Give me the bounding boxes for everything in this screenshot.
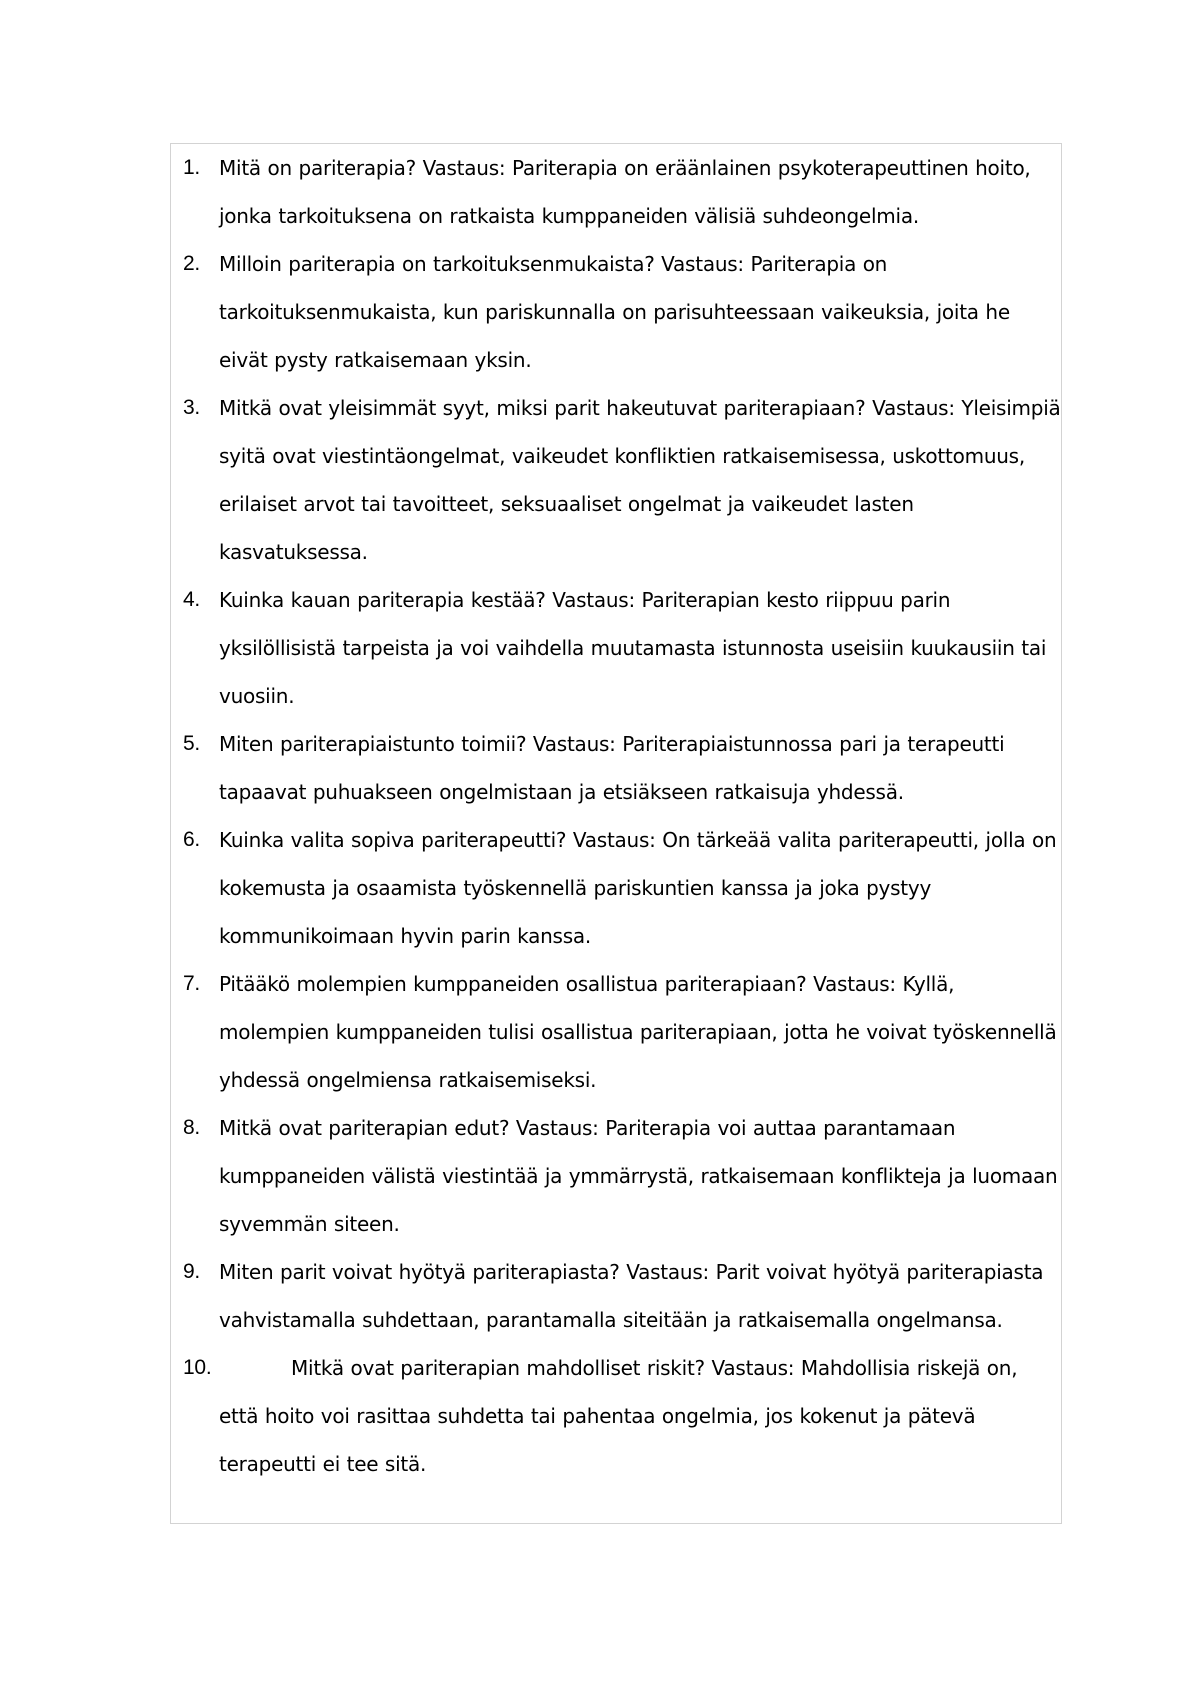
item-number: 3. (183, 396, 201, 419)
list-item (171, 384, 1061, 576)
item-number: 4. (183, 588, 201, 611)
text-frame (170, 143, 1062, 1524)
item-text: Kuinka kauan pariterapia kestää? Vastaus: Pariterapian kesto riippuu parin yksilöllisistä tarpeista ja voi vaihdella muutamasta istunnosta useisiin kuukausiin tai vuosiin. (219, 588, 1047, 708)
list-item (171, 144, 1061, 240)
item-text: Mitä on pariterapia? Vastaus: Pariterapia on eräänlainen psykoterapeuttinen hoito, jonka tarkoituksena on ratkaista kumppaneiden välisiä suhdeongelmia. (219, 156, 1031, 228)
list-item (171, 1344, 1061, 1488)
item-text: Kuinka valita sopiva pariterapeutti? Vastaus: On tärkeää valita pariterapeutti, jolla on kokemusta ja osaamista työskennellä pariskuntien kanssa ja joka pystyy kommunikoimaan hyvin parin kanssa. (219, 828, 1057, 948)
qa-list (171, 144, 1061, 1488)
item-text: Milloin pariterapia on tarkoituksenmukaista? Vastaus: Pariterapia on tarkoituksenmukaista, kun pariskunnalla on parisuhteessaan vaikeuksia, joita he eivät pysty ratkaisemaan yksin. (219, 252, 1010, 372)
item-number: 2. (183, 252, 201, 275)
list-item (171, 816, 1061, 960)
item-number: 10. (183, 1356, 212, 1379)
item-text: Pitääkö molempien kumppaneiden osallistua pariterapiaan? Vastaus: Kyllä, molempien kumppaneiden tulisi osallistua pariterapiaan, jotta he voivat työskennellä yhdessä ongelmiensa ratkaisemiseksi. (219, 972, 1057, 1092)
list-item (171, 1248, 1061, 1344)
item-number: 6. (183, 828, 201, 851)
list-item (171, 240, 1061, 384)
item-text: Mitkä ovat yleisimmät syyt, miksi parit hakeutuvat pariterapiaan? Vastaus: Yleisimpiä syitä ovat viestintäongelmat, vaikeudet konfliktien ratkaisemisessa, uskottomuus, erilaiset arvot tai tavoitteet, seksuaaliset ongelmat ja vaikeudet lasten kasvatuksessa. (219, 396, 1061, 564)
item-text: Mitkä ovat pariterapian mahdolliset riskit? Vastaus: Mahdollisia riskejä on, että hoito voi rasittaa suhdetta tai pahentaa ongelmia, jos kokenut ja pätevä terapeutti ei tee sitä. (219, 1356, 1018, 1476)
item-number: 5. (183, 732, 201, 755)
item-number: 8. (183, 1116, 201, 1139)
item-text: Miten pariterapiaistunto toimii? Vastaus: Pariterapiaistunnossa pari ja terapeutti tapaavat puhuakseen ongelmistaan ja etsiäkseen ratkaisuja yhdessä. (219, 732, 1005, 804)
item-number: 1. (183, 156, 201, 179)
list-item (171, 720, 1061, 816)
list-item (171, 576, 1061, 720)
list-item (171, 1104, 1061, 1248)
item-number: 9. (183, 1260, 201, 1283)
list-item (171, 960, 1061, 1104)
item-text: Mitkä ovat pariterapian edut? Vastaus: Pariterapia voi auttaa parantamaan kumppaneiden välistä viestintää ja ymmärrystä, ratkaisemaan konflikteja ja luomaan syvemmän siteen. (219, 1116, 1058, 1236)
item-text: Miten parit voivat hyötyä pariterapiasta? Vastaus: Parit voivat hyötyä pariterapiasta vahvistamalla suhdettaan, parantamalla siteitään ja ratkaisemalla ongelmansa. (219, 1260, 1044, 1332)
item-number: 7. (183, 972, 201, 995)
